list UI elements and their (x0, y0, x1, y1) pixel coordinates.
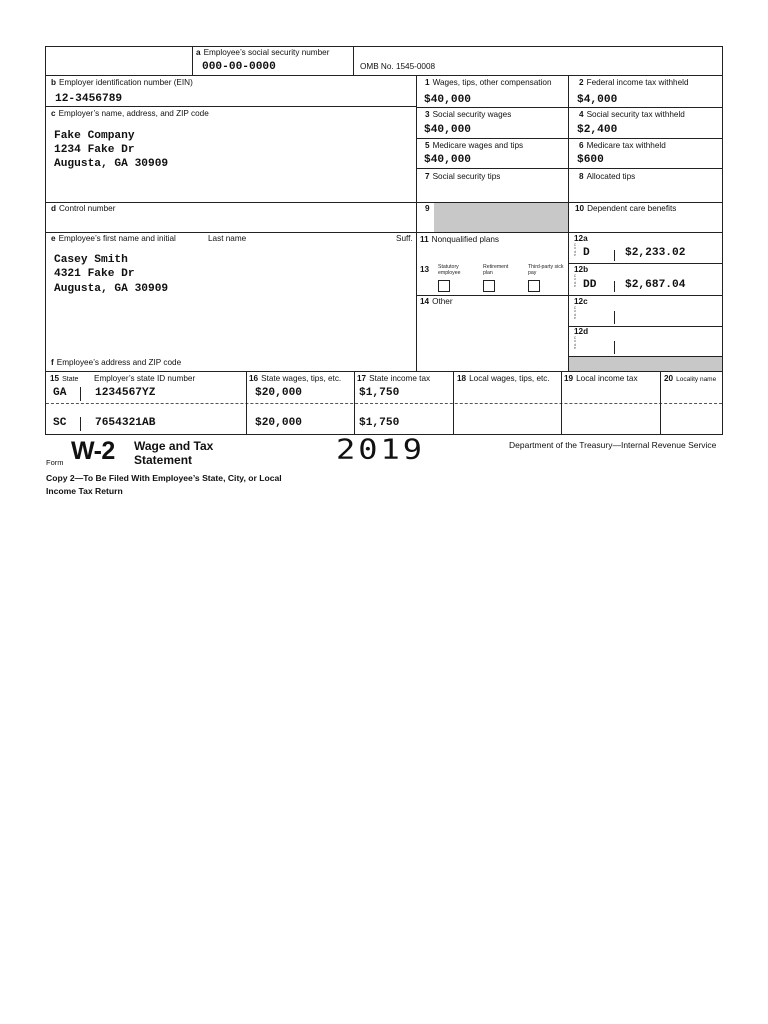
rule (246, 371, 247, 435)
rule (46, 106, 416, 107)
box-d-label: d Control number (51, 204, 116, 213)
box-12b-amount: $2,687.04 (625, 279, 686, 291)
rule (192, 47, 193, 75)
box-10-label: 10 Dependent care benefits (575, 204, 677, 213)
code-divider (614, 311, 615, 324)
w2-form (45, 46, 723, 435)
rule (46, 371, 722, 372)
box-15-id-label: Employer’s state ID number (94, 374, 196, 383)
box-12a-code-caption: C o d e (573, 243, 577, 258)
copy-instruction-line2: Income Tax Return (46, 486, 123, 496)
box-b-label: b Employer identification number (EIN) (51, 78, 193, 87)
box-13-label: 13 (420, 265, 430, 274)
row2-state-id: 7654321AB (95, 417, 156, 429)
rule (353, 47, 354, 75)
rule (416, 168, 722, 169)
box-19-label: 19 Local income tax (564, 374, 638, 383)
ssn-value: 000-00-0000 (202, 61, 276, 73)
third-party-sick-pay-label: Third-party sick pay (528, 264, 564, 276)
employee-name: Casey Smith (54, 254, 128, 266)
box-12a-amount: $2,233.02 (625, 247, 686, 259)
box-17-label: 17 State income tax (357, 374, 431, 383)
state-divider (80, 387, 81, 401)
state-divider (80, 417, 81, 431)
box-12a-label: 12a (574, 234, 588, 243)
box-11-label: 11 Nonqualified plans (420, 235, 500, 244)
box-8-label: 8 Allocated tips (579, 172, 636, 181)
box-14-label: 14 Other (420, 297, 453, 306)
box-12c-label: 12c (574, 297, 588, 306)
box-c-label: c Employer’s name, address, and ZIP code (51, 109, 209, 118)
row1-state: GA (53, 387, 67, 399)
employee-city: Augusta, GA 30909 (54, 283, 169, 295)
rule (561, 371, 562, 435)
employee-address: 4321 Fake Dr (54, 268, 135, 280)
rule (46, 202, 722, 203)
rule (416, 107, 722, 108)
code-divider (614, 341, 615, 354)
box-5-label: 5 Medicare wages and tips (425, 141, 524, 150)
box-12b-code: DD (583, 279, 597, 291)
copy-instruction-line1: Copy 2—To Be Filed With Employee’s State, City, or Local (46, 473, 282, 483)
rule (416, 295, 722, 296)
box-e-label: e Employee’s first name and initial (51, 234, 176, 243)
statutory-employee-label: Statutory employee (438, 264, 461, 276)
rule (568, 263, 722, 264)
retirement-plan-label: Retirement plan (483, 264, 509, 276)
box-12a-code: D (583, 247, 590, 259)
row-separator (46, 403, 722, 404)
statutory-employee-checkbox[interactable] (438, 280, 450, 292)
box-16-label: 16 State wages, tips, etc. (249, 374, 342, 383)
box-12d-label: 12d (574, 327, 589, 336)
rule (453, 371, 454, 435)
form-title-line1: Wage and Tax (134, 439, 214, 453)
box-e-suffix-label: Suff. (396, 234, 413, 243)
rule (416, 138, 722, 139)
box-2-label: 2 Federal income tax withheld (579, 78, 689, 87)
row1-state-tax: $1,750 (359, 387, 400, 399)
box-9-shade (434, 203, 568, 232)
employer-address: 1234 Fake Dr (54, 144, 135, 156)
tax-year: 2019 (336, 433, 426, 466)
box-12b-code-caption: C o d e (573, 274, 577, 289)
row2-state: SC (53, 417, 67, 429)
box-12b-label: 12b (574, 265, 589, 274)
box-1-value: $40,000 (424, 94, 471, 106)
box-18-label: 18 Local wages, tips, etc. (457, 374, 550, 383)
code-divider (614, 281, 615, 292)
row1-state-wages: $20,000 (255, 387, 302, 399)
rule (660, 371, 661, 435)
rule (46, 75, 722, 76)
irs-department: Department of the Treasury—Internal Revenue Service (509, 440, 717, 450)
form-title-line2: Statement (134, 453, 193, 467)
ein-value: 12-3456789 (55, 93, 123, 105)
retirement-plan-checkbox[interactable] (483, 280, 495, 292)
box-12c-code-caption: C o d e (573, 306, 577, 321)
third-party-sick-pay-checkbox[interactable] (528, 280, 540, 292)
row1-state-id: 1234567YZ (95, 387, 156, 399)
box-6-label: 6 Medicare tax withheld (579, 141, 666, 150)
employer-city: Augusta, GA 30909 (54, 158, 169, 170)
employer-name: Fake Company (54, 130, 135, 142)
box-9-label: 9 (425, 204, 430, 213)
form-word: Form (46, 458, 64, 467)
box-5-value: $40,000 (424, 154, 471, 166)
box-7-label: 7 Social security tips (425, 172, 501, 181)
box-3-label: 3 Social security wages (425, 110, 512, 119)
box-2-value: $4,000 (577, 94, 618, 106)
rule (354, 371, 355, 435)
box-f-label: f Employee’s address and ZIP code (51, 358, 182, 367)
rule (46, 232, 722, 233)
box-a-label: a Employee’s social security number (196, 48, 330, 57)
row2-state-tax: $1,750 (359, 417, 400, 429)
rule (416, 75, 417, 371)
box-20-label: 20 Locality name (664, 374, 717, 383)
box-15-label: 15 State (50, 374, 79, 383)
form-name: W-2 (71, 437, 115, 465)
rule (568, 75, 569, 371)
box-e-last-name-label: Last name (208, 234, 247, 243)
box-1-label: 1 Wages, tips, other compensation (425, 78, 552, 87)
box-3-value: $40,000 (424, 124, 471, 136)
box-4-value: $2,400 (577, 124, 618, 136)
row2-state-wages: $20,000 (255, 417, 302, 429)
box-4-label: 4 Social security tax withheld (579, 110, 685, 119)
box-6-value: $600 (577, 154, 604, 166)
box-12d-shade (569, 357, 722, 371)
code-divider (614, 250, 615, 261)
omb-number: OMB No. 1545-0008 (360, 62, 436, 71)
box-12d-code-caption: C o d e (573, 336, 577, 351)
